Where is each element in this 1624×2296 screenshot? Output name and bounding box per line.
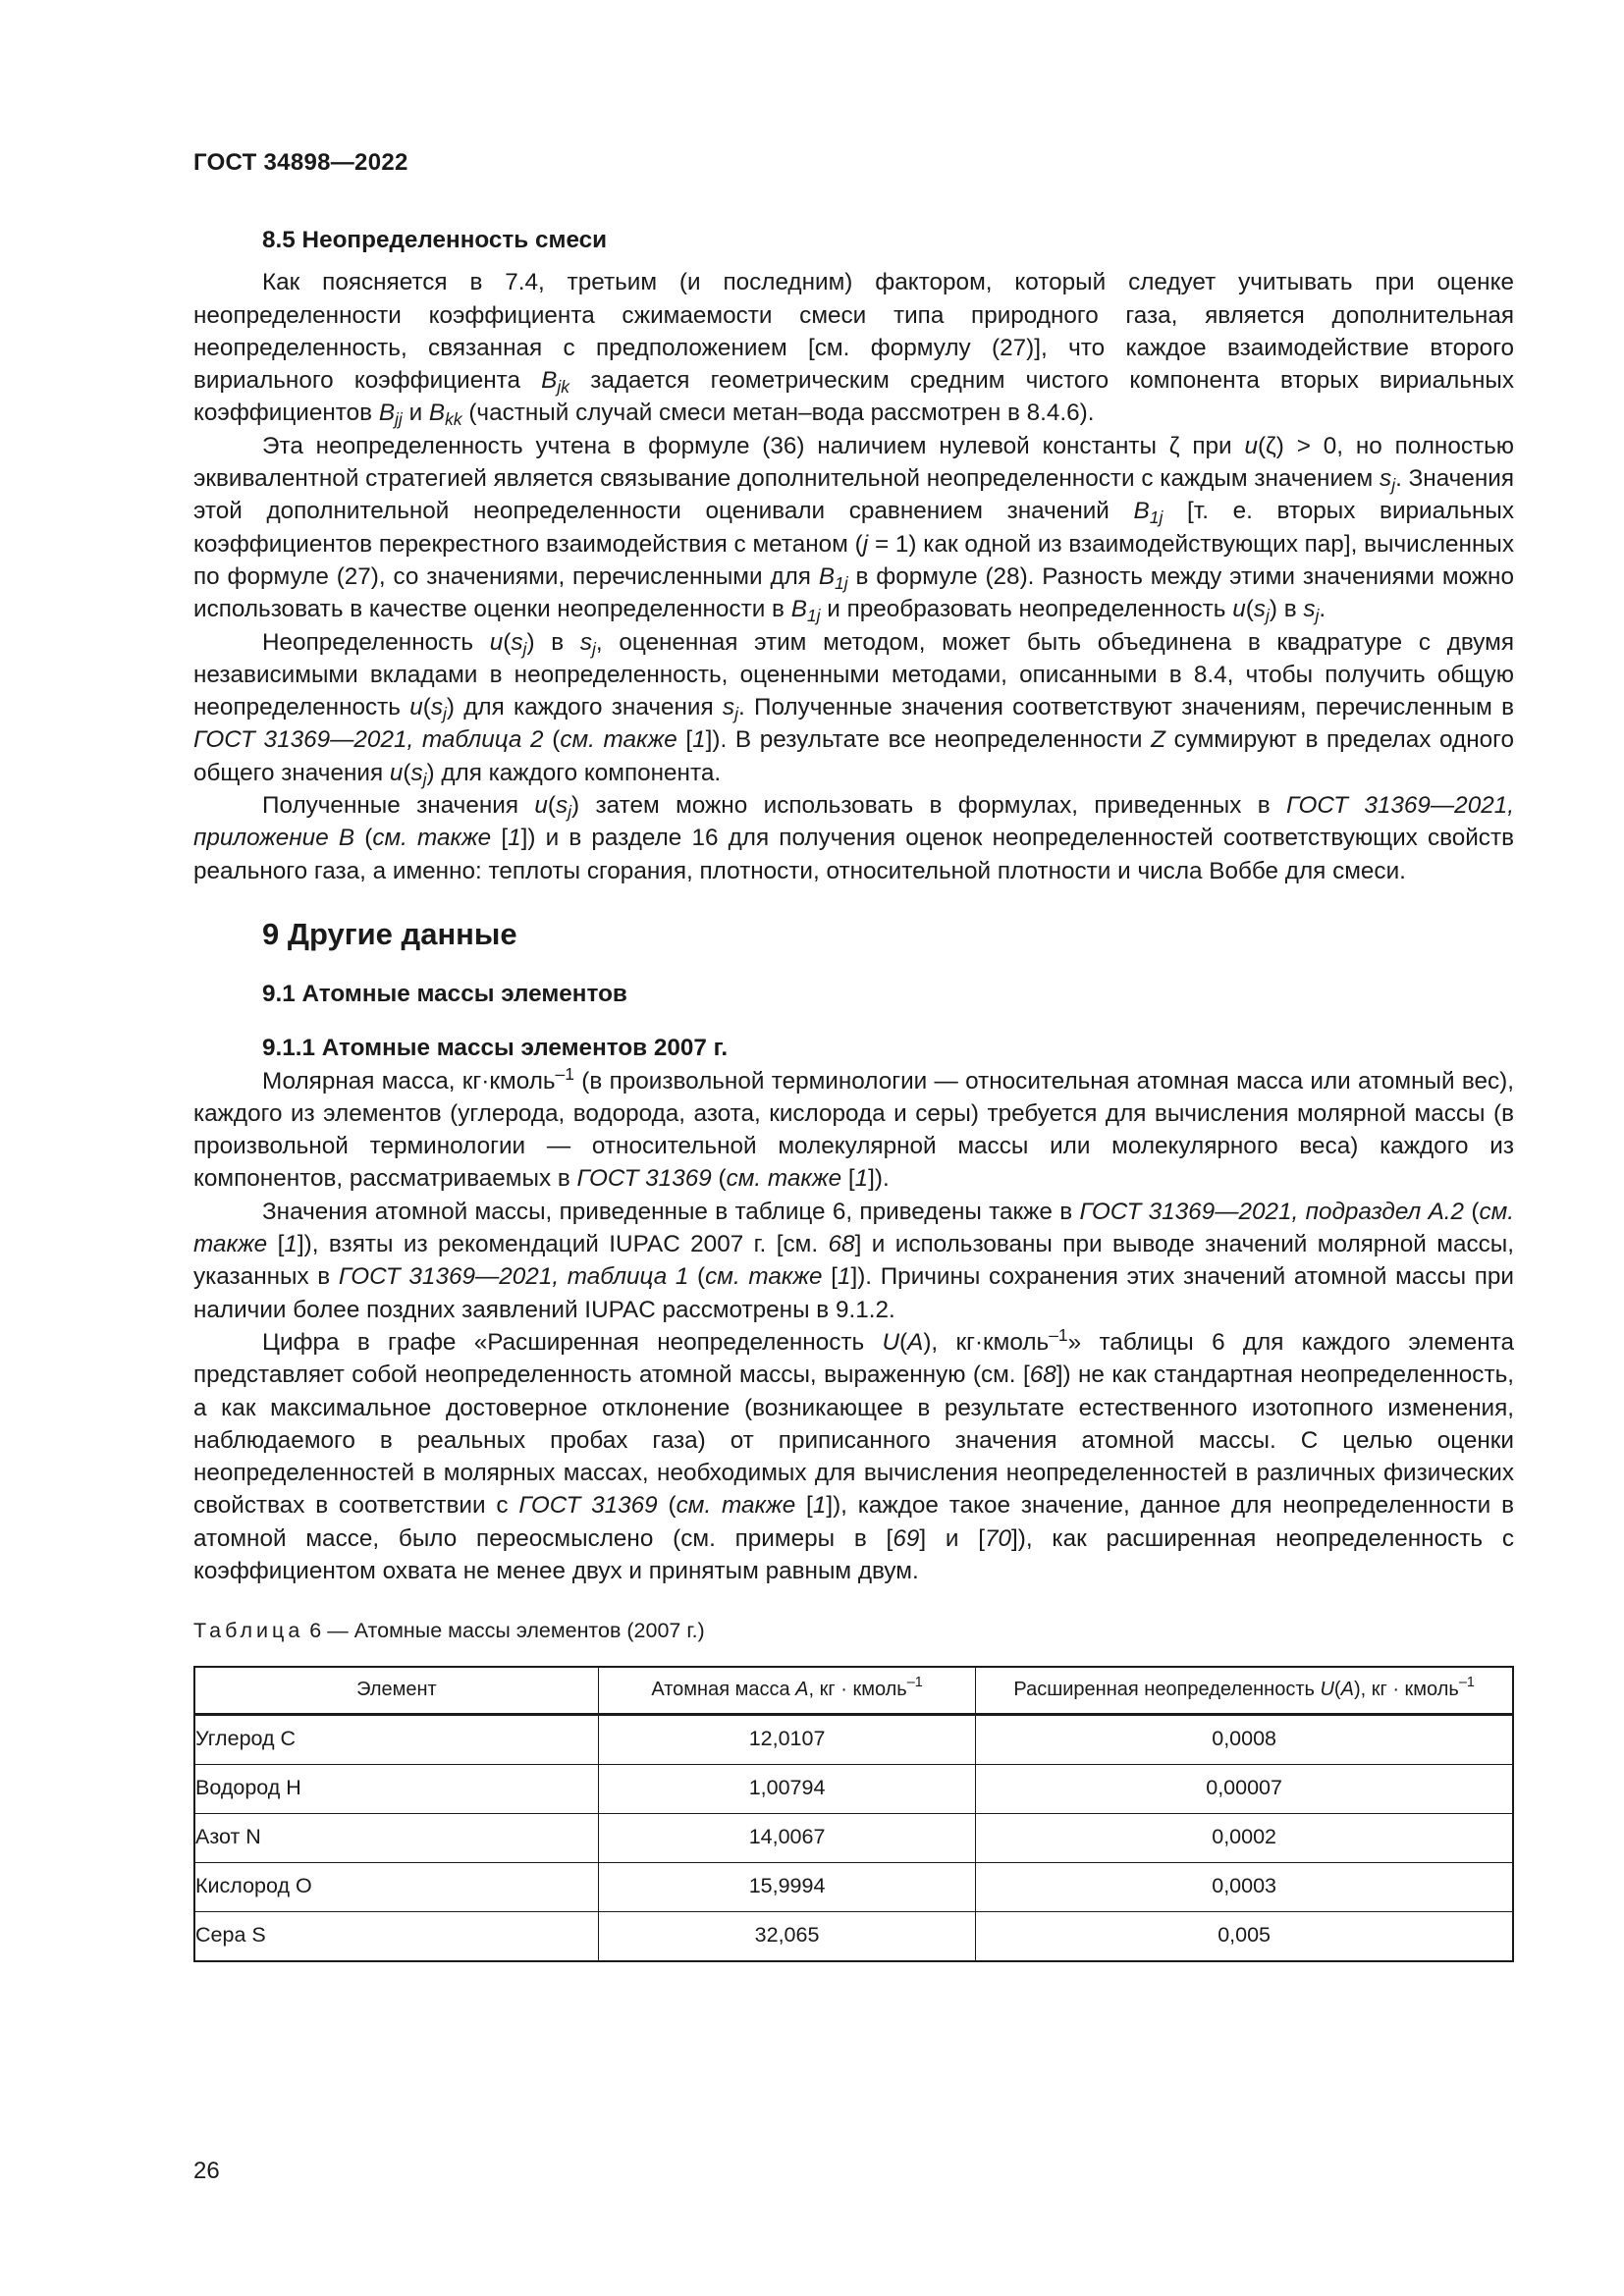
cell-uncertainty: 0,00007: [976, 1764, 1513, 1813]
atomic-mass-table: [193, 1666, 1514, 1962]
paragraph: Значения атомной массы, приведенные в таблице 6, приведены также в ГОСТ 31369—2021, подраздел А.2 (см. также [1]), взяты из рекомендаций IUPAC 2007 г. [см. 68] и использованы при выводе значений молярной массы, указанных в ГОСТ 31369—2021, таблица 1 (см. также [1]). Причины сохранения этих значений атомной массы при наличии более поздних заявлений IUPAC рассмотрены в 9.1.2.: [193, 1198, 1515, 1323]
paragraph: Полученные значения $u(s_j)$ затем можно использовать в формулах, приведенных в ГОСТ 31369—2021, приложение В (см. также [1]) и в разделе 16 для получения оценок неопределенностей соответствующих свойств реального газа, а именно: теплоты сгорания, плотности, относительной плотности и числа Воббе для смеси.: [193, 792, 1514, 884]
cell-element: Азот N: [194, 1813, 598, 1862]
header-element: Элемент: [194, 1667, 598, 1715]
header-atomic-mass: Атомная масса A, кг · кмоль$^{-1}$: [598, 1667, 975, 1715]
cell-uncertainty: 0,005: [976, 1911, 1513, 1961]
table-row: [194, 1764, 1513, 1813]
table-caption: Таблица 6 — Атомные массы элементов (2007 г.): [193, 1619, 705, 1643]
paragraph: Молярная масса, кг·кмоль$^{-1}$ (в произвольной терминологии — относительная атомная масса или атомный вес), каждого из элементов (углерода, водорода, азота, кислорода и серы) требуется для вычисления молярной массы (в произвольной терминологии — относительной молекулярной массы или молекулярного веса) каждого из компонентов, рассматриваемых в ГОСТ 31369 (см. также [1]).: [193, 1063, 1514, 1193]
section-9-title: 9 Другие данные: [262, 916, 517, 951]
paragraph: Эта неопределенность учтена в формуле (36) наличием нулевой константы ζ при u(ζ) > 0, но полностью эквивалентной стратегией является связывание дополнительной неопределенности с каждым значением $s_j$. Значения этой дополнительной неопределенности оценивали сравнением значений $B_{1j}$ [т. е. вторых вириальных коэффициентов перекрестного взаимодействия с метаном (j = 1) как одной из взаимодействующих пар], вычисленных по формуле (27), со значениями, перечисленными для $B_{1j}$ в формуле (28). Разность между этими значениями можно использовать в качестве оценки неопределенности в $B_{1j}$ и преобразовать неопределенность $u(s_j)$ в $s_j$.: [193, 432, 1515, 626]
document-header: ГОСТ 34898—2022: [193, 149, 408, 176]
page-number: 26: [193, 2158, 220, 2184]
cell-element: Сера S: [194, 1911, 598, 1961]
cell-uncertainty: 0,0008: [976, 1714, 1513, 1764]
cell-element: Углерод С: [194, 1714, 598, 1764]
table-header-row: [194, 1667, 1513, 1715]
table-row: [194, 1911, 1513, 1961]
section-9-1-title: 9.1 Атомные массы элементов: [262, 980, 627, 1007]
paragraph: Неопределенность $u(s_j)$ в $s_j$, оцененная этим методом, может быть объединена в квадратуре с двумя независимыми вкладами в неопределенность, оцененными методами, описанными в 8.4, чтобы получить общую неопределенность $u(s_j)$ для каждого значения $s_j$. Полученные значения соответствуют значениям, перечисленным в ГОСТ 31369—2021, таблица 2 (см. также [1]). В результате все неопределенности Z суммируют в пределах одного общего значения $u(s_j)$ для каждого компонента.: [193, 628, 1515, 789]
table-row: [194, 1862, 1513, 1911]
cell-mass: 15,9994: [598, 1862, 975, 1911]
cell-mass: 12,0107: [598, 1714, 975, 1764]
paragraph: Как поясняется в 7.4, третьим (и последним) фактором, который следует учитывать при оценке неопределенности коэффициента сжимаемости смеси типа природного газа, является дополнительная неопределенность, связанная с предположением [см. формулу (27)], что каждое взаимодействие второго вириального коэффициента $B_{jk}$ задается геометрическим средним чистого компонента вторых вириальных коэффициентов $B_{jj}$ и $B_{kk}$ (частный случай смеси метан–вода рассмотрен в 8.4.6).: [193, 269, 1514, 430]
table-row: [194, 1714, 1513, 1764]
cell-element: Кислород О: [194, 1862, 598, 1911]
cell-mass: 32,065: [598, 1911, 975, 1961]
paragraph: Цифра в графе «Расширенная неопределенность U(A), кг·кмоль$^{-1}$» таблицы 6 для каждого элемента представляет собой неопределенность атомной массы, выраженную (см. [68]) не как стандартная неопределенность, а как максимальное достоверное отклонение (возникающее в результате естественного изотопного изменения, наблюдаемого в реальных пробах газа) от приписанного значения атомной массы. С целью оценки неопределенностей в молярных массах, необходимых для вычисления неопределенностей в различных физических свойствах в соответствии с ГОСТ 31369 (см. также [1]), каждое такое значение, данное для неопределенности в атомной массе, было переосмыслено (см. примеры в [69] и [70]), как расширенная неопределенность с коэффициентом охвата не менее двух и принятым равным двум.: [193, 1324, 1514, 1584]
cell-mass: 1,00794: [598, 1764, 975, 1813]
cell-mass: 14,0067: [598, 1813, 975, 1862]
table-row: [194, 1813, 1513, 1862]
section-8-5-title: 8.5 Неопределенность смеси: [262, 227, 608, 253]
document-body: [193, 224, 1514, 1962]
section-9-1-1-title: 9.1.1 Атомные массы элементов 2007 г.: [262, 1035, 729, 1062]
cell-uncertainty: 0,0002: [976, 1813, 1513, 1862]
header-uncertainty: Расширенная неопределенность U(A), кг · кмоль$^{-1}$: [976, 1667, 1513, 1715]
cell-element: Водород Н: [194, 1764, 598, 1813]
cell-uncertainty: 0,0003: [976, 1862, 1513, 1911]
